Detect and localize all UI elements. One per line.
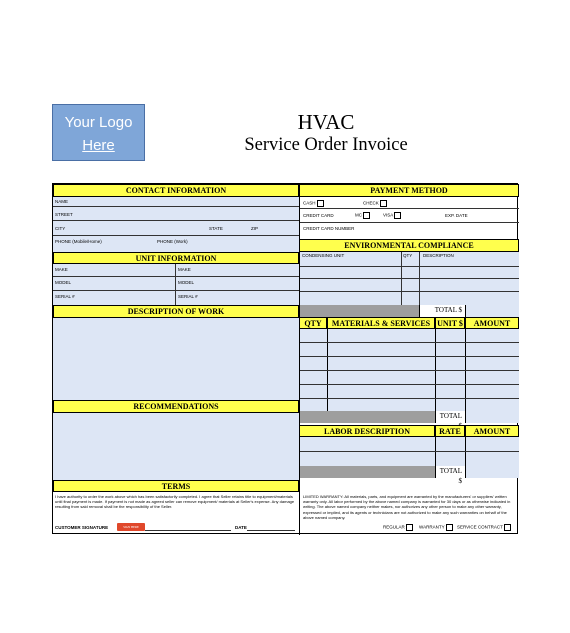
env-desc-label: DESCRIPTION (423, 253, 454, 258)
unitprice-header: UNIT $ (435, 317, 465, 329)
terms-header: TERMS (53, 480, 299, 492)
warranty-label: WARRANTY (419, 524, 445, 530)
divider (299, 384, 519, 385)
env-qty-label: QTY (403, 253, 413, 258)
divider (53, 235, 299, 236)
visa-label: VISA (383, 212, 394, 218)
street-label: STREET (55, 212, 73, 217)
name-label: NAME (55, 199, 69, 204)
model-label-1: MODEL (55, 280, 72, 285)
contact-header: CONTACT INFORMATION (53, 184, 299, 197)
regular-option[interactable] (383, 524, 413, 531)
zip-label: ZIP (251, 226, 259, 231)
invoice-form (52, 183, 518, 534)
cash-checkbox[interactable] (317, 200, 324, 207)
unit-area (53, 264, 299, 305)
visa-option[interactable] (383, 212, 401, 219)
divider (53, 206, 299, 207)
regular-checkbox[interactable] (406, 524, 413, 531)
contract-option[interactable] (457, 524, 511, 531)
contract-checkbox[interactable] (504, 524, 511, 531)
check-option[interactable] (363, 200, 387, 207)
divider (299, 370, 519, 371)
divider (299, 451, 519, 452)
total-value-1[interactable] (465, 305, 519, 317)
total-label-1: TOTAL $ (419, 305, 465, 317)
materials-header: MATERIALS & SERVICES (327, 317, 435, 329)
mc-label: MC (355, 212, 362, 218)
divider (299, 278, 519, 279)
date-label: DATE (235, 525, 247, 530)
title-hvac: HVAC (297, 110, 355, 134)
column-divider (299, 184, 300, 535)
total-label-2: TOTAL (435, 411, 465, 423)
divider (299, 222, 519, 223)
recommendations-header: RECOMMENDATIONS (53, 400, 299, 413)
warranty-checkbox[interactable] (446, 524, 453, 531)
make-label-2: MAKE (178, 267, 191, 272)
title-invoice: Service Order Invoice (244, 135, 408, 155)
total-spacer-2 (299, 411, 435, 423)
date-line (247, 530, 295, 531)
serial-label-1: SERIAL # (55, 294, 75, 299)
mc-checkbox[interactable] (363, 212, 370, 219)
divider (299, 356, 519, 357)
sign-here-button[interactable]: SIGN HERE (117, 523, 145, 531)
card-number-label: CREDIT CARD NUMBER (303, 226, 355, 231)
total-value-2[interactable] (465, 411, 519, 423)
unit-header: UNIT INFORMATION (53, 252, 299, 264)
mc-option[interactable] (355, 212, 370, 219)
work-area[interactable] (53, 318, 299, 400)
divider (299, 266, 519, 267)
logo-line1: Your Logo (64, 114, 133, 131)
work-header: DESCRIPTION OF WORK (53, 305, 299, 318)
exp-date-label: EXP. DATE (445, 213, 468, 218)
amount2-header: AMOUNT (465, 425, 519, 437)
signature-line (145, 530, 231, 531)
check-checkbox[interactable] (380, 200, 387, 207)
state-label: STATE (209, 226, 223, 231)
divider (299, 398, 519, 399)
amount-header: AMOUNT (465, 317, 519, 329)
total-spacer-1 (299, 305, 419, 317)
signature-label: CUSTOMER SIGNATURE (55, 525, 109, 530)
terms-text: I have authority to order the work above which has been satisfactorily completed. I agree that Seller retains title to equipment/materials until final payment is made. If payment is not made as agreed seller can remove equipment/ materials at Seller's expense. Any damage resulting from said removal shall be the responsibility of the Seller. (55, 494, 295, 510)
regular-label: REGULAR (383, 524, 405, 530)
divider (53, 276, 299, 277)
labor-header: LABOR DESCRIPTION (299, 425, 435, 437)
warranty-option[interactable] (419, 524, 453, 531)
divider (175, 264, 176, 305)
model-label-2: MODEL (178, 280, 195, 285)
qty-header: QTY (299, 317, 327, 329)
divider (53, 290, 299, 291)
phone-mobile-label: PHONE (Mobile/Home) (55, 239, 102, 244)
make-label-1: MAKE (55, 267, 68, 272)
payment-header: PAYMENT METHOD (299, 184, 519, 197)
divider (299, 342, 519, 343)
condensing-label: CONDENSING UNIT (302, 253, 345, 258)
cash-option[interactable] (303, 200, 324, 207)
credit-card-label: CREDIT CARD (303, 213, 334, 218)
recommendations-area[interactable] (53, 413, 299, 480)
check-label: CHECK (363, 200, 379, 206)
contract-label: SERVICE CONTRACT (457, 524, 503, 530)
divider (299, 291, 519, 292)
divider (53, 220, 299, 221)
visa-checkbox[interactable] (394, 212, 401, 219)
total-value-3[interactable] (465, 466, 519, 478)
serial-label-2: SERIAL # (178, 294, 198, 299)
env-header: ENVIRONMENTAL COMPLIANCE (299, 239, 519, 252)
total-label-3: TOTAL $ (435, 466, 465, 478)
total-spacer-3 (299, 466, 435, 478)
cash-label: CASH (303, 200, 316, 206)
city-label: CITY (55, 226, 66, 231)
divider (299, 208, 519, 209)
phone-work-label: PHONE (Work) (157, 239, 188, 244)
warranty-text: LIMITED WARRANTY: All materials, parts, and equipment are warranted by the manufacturers' or suppliers' written warranty only. All labor performed by the above named company is warranted for 30 days or as otherwise indicated in writing. The above named company neither makes, nor authorizes any other person to make any other warranty, expressed or implied, and its agents or technicians are not authorized to make any such warranties on behalf of the above named company. (303, 494, 511, 520)
rate-header: RATE (435, 425, 465, 437)
logo-line2: Here (82, 137, 115, 154)
